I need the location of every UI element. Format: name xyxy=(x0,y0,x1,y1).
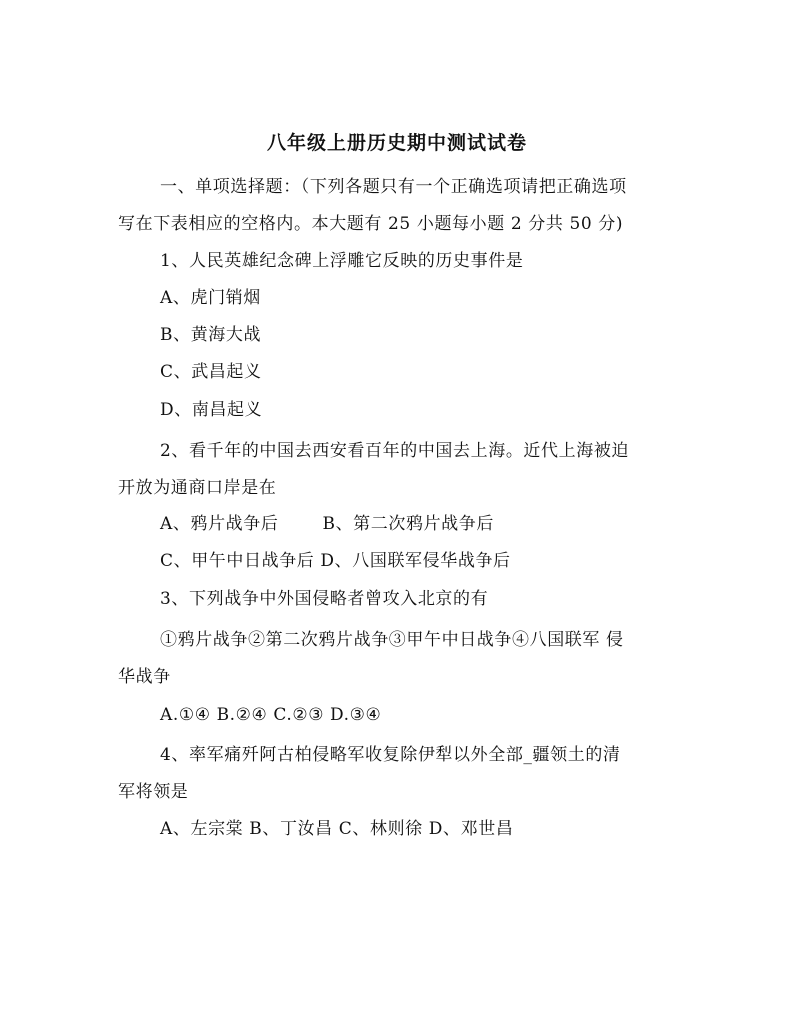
section-heading-line-1: 一、单项选择题：（下列各题只有一个正确选项请把正确选项 xyxy=(160,177,627,197)
question-1-option-d: D、南昌起义 xyxy=(160,400,263,420)
question-3-options: A.①④ B.②④ C.②③ D.③④ xyxy=(160,705,382,725)
question-2-option-b: B、第二次鸦片战争后 xyxy=(322,514,494,534)
question-2-options-cd: C、甲午中日战争后 D、八国联军侵华战争后 xyxy=(160,551,511,571)
question-1-option-b: B、黄海大战 xyxy=(160,325,262,345)
question-2-stem-line-1: 2、看千年的中国去西安看百年的中国去上海。近代上海被迫 xyxy=(160,441,630,461)
question-2-options-ab xyxy=(160,512,494,536)
question-4-stem-line-2: 军将领是 xyxy=(118,782,189,802)
question-2-stem-line-2: 开放为通商口岸是在 xyxy=(118,478,277,498)
question-3-items-line-2: 华战争 xyxy=(118,667,171,687)
section-heading-line-2: 写在下表相应的空格内。本大题有 25 小题每小题 2 分共 50 分) xyxy=(118,214,624,234)
page-title: 八年级上册历史期中测试试卷 xyxy=(266,132,527,154)
question-4-stem-line-1: 4、率军痛歼阿古柏侵略军收复除伊犁以外全部_疆领土的清 xyxy=(160,745,621,765)
question-3-items-line-1: ①鸦片战争②第二次鸦片战争③甲午中日战争④八国联军 侵 xyxy=(160,630,624,650)
question-4-options: A、左宗棠 B、丁汝昌 C、林则徐 D、邓世昌 xyxy=(160,819,514,839)
question-1-option-c: C、武昌起义 xyxy=(160,362,262,382)
question-1-option-a: A、虎门销烟 xyxy=(160,288,261,308)
question-1-stem: 1、人民英雄纪念碑上浮雕它反映的历史事件是 xyxy=(160,251,524,271)
question-3-stem: 3、下列战争中外国侵略者曾攻入北京的有 xyxy=(160,589,489,609)
question-2-option-a: A、鸦片战争后 xyxy=(160,514,279,534)
